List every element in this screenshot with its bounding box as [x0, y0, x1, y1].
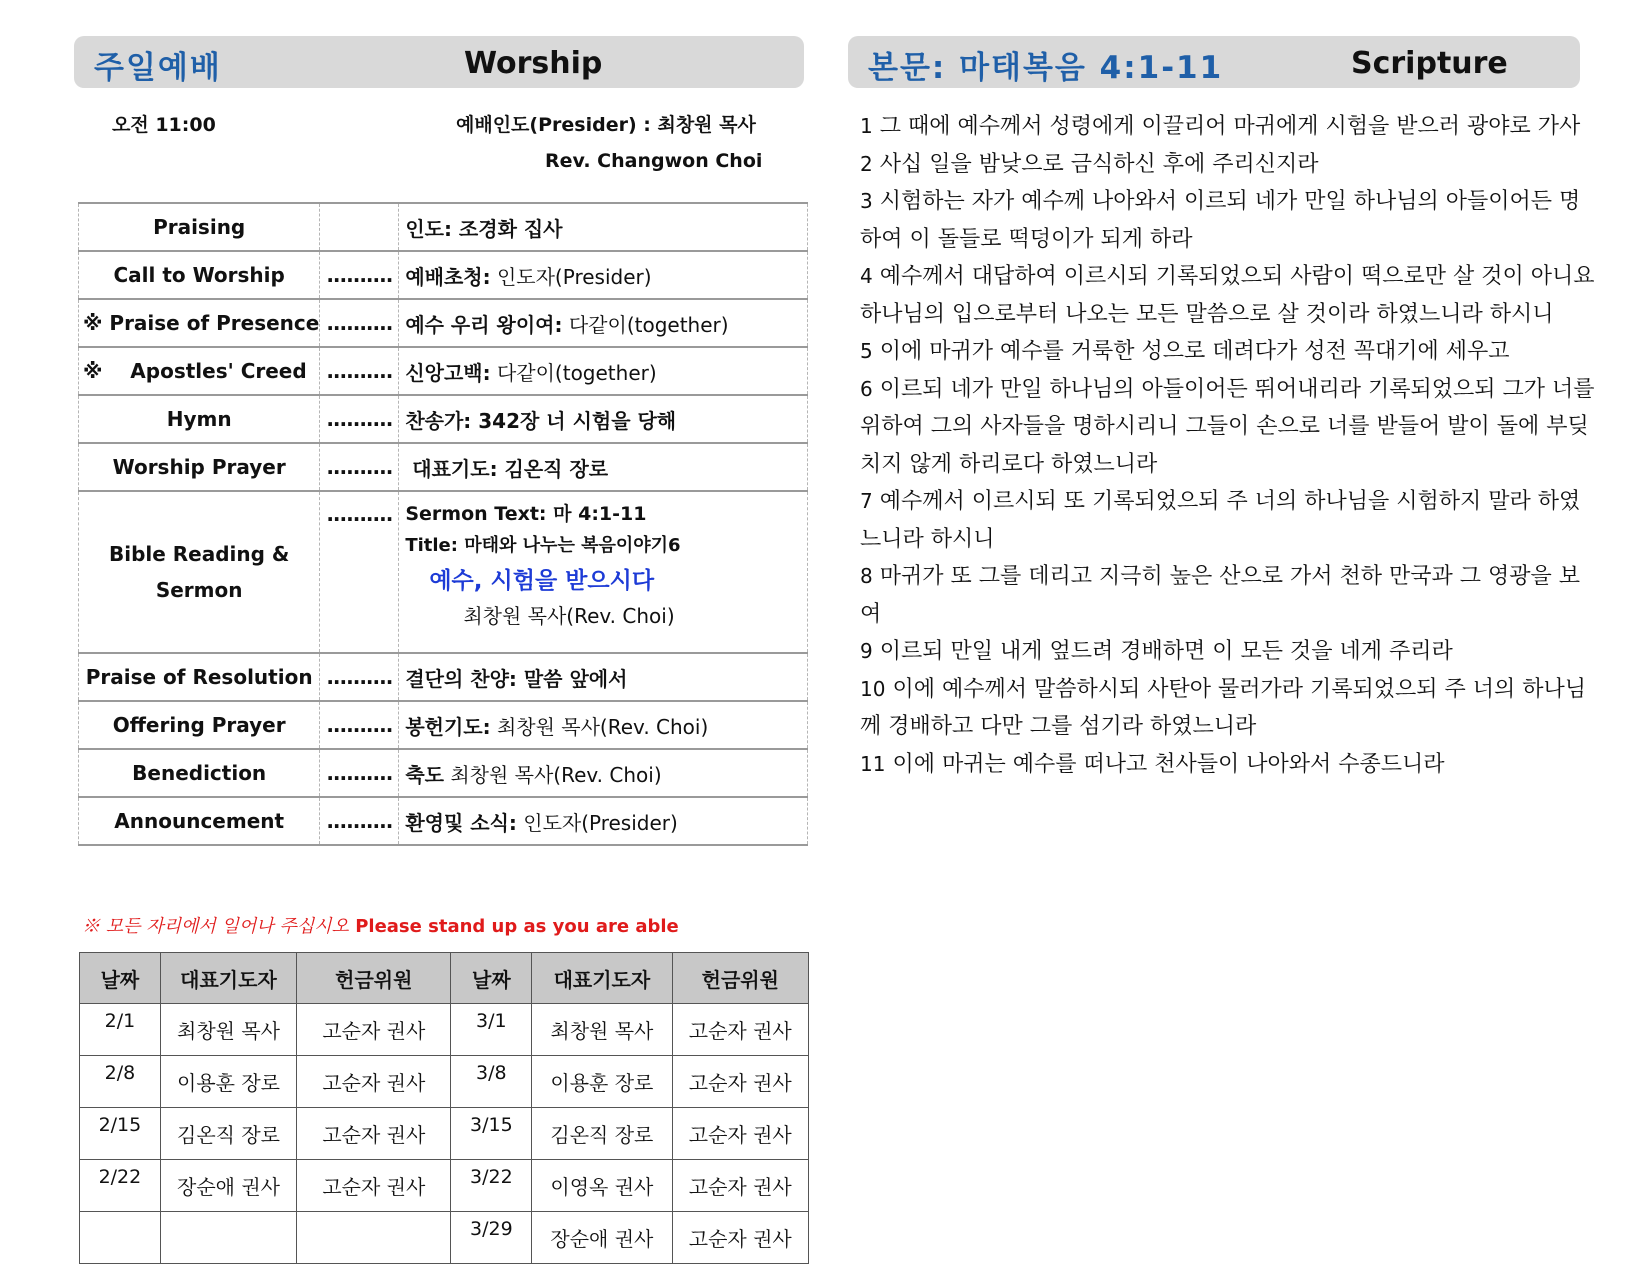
- order-item-value: 인도자(Presider): [490, 264, 652, 289]
- scripture-verse: [860, 483, 1600, 558]
- order-item-name: Hymn: [79, 395, 320, 443]
- worship-title-korean: 주일예배: [94, 50, 222, 86]
- duty-prayer-leader: 최창원 목사: [532, 1004, 672, 1056]
- order-item-value: 다같이(together): [490, 360, 657, 385]
- verse-text: 이에 예수께서 말씀하시되 사탄아 물러가라 기록되었으되 주 너의 하나님께 경배하고 다만 그를 섬기라 하였느니라: [860, 676, 1586, 739]
- verse-number: 11: [860, 751, 886, 776]
- table-row: [80, 1004, 809, 1056]
- duty-offering-steward: 고순자 권사: [672, 1004, 808, 1056]
- order-row-worship-prayer: [79, 443, 808, 491]
- order-row-praising: [79, 203, 808, 251]
- order-item-name: ※ Apostles' Creed: [79, 347, 320, 395]
- order-item-name: Benediction: [79, 749, 320, 797]
- scripture-title-english: Scripture: [1351, 46, 1508, 81]
- order-item-name: Offering Prayer: [79, 701, 320, 749]
- order-item-detail: [399, 203, 808, 251]
- order-item-name: [79, 491, 320, 653]
- verse-number: 9: [860, 639, 873, 663]
- order-item-label: 예수 우리 왕이여:: [405, 312, 563, 337]
- table-row: [80, 1108, 809, 1160]
- scripture-verse: [860, 108, 1600, 146]
- verse-text: 이에 마귀는 예수를 떠나고 천사들이 나아와서 수종드니라: [892, 751, 1445, 777]
- sermon-preacher: 최창원 목사(Rev. Choi): [463, 604, 675, 628]
- order-row-apostles-creed: [79, 347, 808, 395]
- table-row: [80, 1056, 809, 1108]
- scripture-verse: [860, 371, 1600, 484]
- duty-roster-table: [79, 952, 809, 1264]
- stand-notice-korean: ※ 모든 자리에서 일어나 주십시오: [82, 916, 349, 937]
- order-item-detail: [399, 395, 808, 443]
- duty-prayer-leader: 장순애 권사: [532, 1212, 672, 1264]
- duty-offering-steward: 고순자 권사: [672, 1212, 808, 1264]
- order-item-value: 최창원 목사(Rev. Choi): [443, 762, 662, 787]
- order-item-detail: [399, 443, 808, 491]
- verse-number: 2: [860, 151, 873, 176]
- verse-text: 이르되 네가 만일 하나님의 아들이어든 뛰어내리라 기록되었으되 그가 너를 위하여 그의 사자들을 명하시리니 그들이 손으로 너를 받들어 발이 돌에 부딪치지 않게 하리로다 하였느니라: [860, 376, 1595, 477]
- header-prayer-leader: 대표기도자: [160, 953, 296, 1004]
- duty-date: 3/22: [451, 1160, 532, 1212]
- verse-text: 예수께서 이르시되 또 기록되었으되 주 너의 하나님을 시험하지 말라 하였느니라 하시니: [860, 489, 1581, 552]
- verse-text: 마귀가 또 그를 데리고 지극히 높은 산으로 가서 천하 만국과 그 영광을 보여: [860, 564, 1580, 627]
- duty-date: [80, 1212, 161, 1264]
- order-item-value: 다같이(together): [562, 312, 729, 337]
- header-prayer-leader: 대표기도자: [532, 953, 672, 1004]
- verse-number: 6: [860, 376, 873, 401]
- duty-date: 3/8: [451, 1056, 532, 1108]
- duty-prayer-leader: 이영옥 권사: [532, 1160, 672, 1212]
- worship-title-english: Worship: [464, 46, 603, 81]
- sermon-title-prefix: Title:: [405, 535, 465, 556]
- order-item-detail: [399, 653, 808, 701]
- order-item-label: 축도: [405, 762, 444, 787]
- duty-prayer-leader: 김온직 장로: [532, 1108, 672, 1160]
- sermon-label-line2: Sermon: [155, 578, 243, 602]
- order-dots: ..........: [320, 701, 399, 749]
- duty-date: 2/22: [80, 1160, 161, 1212]
- order-item-name: Praising: [79, 203, 320, 251]
- order-item-detail: [399, 299, 808, 347]
- duty-prayer-leader: [160, 1212, 296, 1264]
- duty-offering-steward: 고순자 권사: [672, 1160, 808, 1212]
- verse-number: 1: [860, 114, 873, 138]
- duty-date: 2/1: [80, 1004, 161, 1056]
- header-date: 날짜: [80, 953, 161, 1004]
- order-dots: ..........: [320, 653, 399, 701]
- order-item-label: 신앙고백:: [405, 360, 491, 385]
- sermon-text: Sermon Text: 마 4:1-11: [405, 503, 647, 525]
- order-item-label: 인도: 조경화 집사: [405, 216, 563, 241]
- scripture-verse: [860, 333, 1600, 371]
- order-dots: ..........: [320, 251, 399, 299]
- worship-banner: [74, 36, 804, 88]
- duty-date: 2/8: [80, 1056, 161, 1108]
- duty-offering-steward: [297, 1212, 451, 1264]
- duty-offering-steward: 고순자 권사: [297, 1108, 451, 1160]
- verse-number: 4: [860, 264, 873, 288]
- order-item-detail: [399, 749, 808, 797]
- order-item-value: 최창원 목사(Rev. Choi): [490, 714, 709, 739]
- order-item-label: 대표기도: 김온직 장로: [405, 456, 609, 481]
- order-row-announcement: [79, 797, 808, 845]
- duty-offering-steward: 고순자 권사: [672, 1056, 808, 1108]
- duty-prayer-leader: 최창원 목사: [160, 1004, 296, 1056]
- duty-prayer-leader: 김온직 장로: [160, 1108, 296, 1160]
- order-item-value: 인도자(Presider): [516, 810, 678, 835]
- duty-offering-steward: 고순자 권사: [297, 1160, 451, 1212]
- verse-number: 8: [860, 564, 873, 588]
- sermon-detail: [399, 491, 808, 653]
- scripture-verse: [860, 633, 1600, 671]
- verse-number: 7: [860, 489, 873, 513]
- order-row-call-to-worship: [79, 251, 808, 299]
- order-item-detail: [399, 701, 808, 749]
- order-dots: ..........: [320, 443, 399, 491]
- order-row-praise-of-resolution: [79, 653, 808, 701]
- order-dots: ..........: [320, 797, 399, 845]
- order-item-name: ※ Praise of Presence: [79, 299, 320, 347]
- order-item-label: 봉헌기도:: [405, 714, 491, 739]
- order-row-benediction: [79, 749, 808, 797]
- duty-date: 3/1: [451, 1004, 532, 1056]
- order-item-name: Worship Prayer: [79, 443, 320, 491]
- duty-date: 3/15: [451, 1108, 532, 1160]
- order-item-name: Call to Worship: [79, 251, 320, 299]
- order-row-hymn: [79, 395, 808, 443]
- duty-header-row: [80, 953, 809, 1004]
- scripture-banner: [848, 36, 1580, 88]
- scripture-verse: [860, 258, 1600, 333]
- header-date: 날짜: [451, 953, 532, 1004]
- scripture-verse: [860, 746, 1600, 784]
- presider-korean: 예배인도(Presider) : 최창원 목사: [456, 114, 756, 136]
- scripture-verse: [860, 183, 1600, 258]
- stand-notice-english: Please stand up as you are able: [355, 916, 679, 937]
- order-item-detail: [399, 251, 808, 299]
- order-row-offering-prayer: [79, 701, 808, 749]
- verse-number: 5: [860, 339, 873, 363]
- presider-english: Rev. Changwon Choi: [545, 150, 763, 172]
- duty-offering-steward: 고순자 권사: [297, 1004, 451, 1056]
- verse-text: 시험하는 자가 예수께 나아와서 이르되 네가 만일 하나님의 아들이어든 명하여 이 돌들로 떡덩이가 되게 하라: [860, 189, 1581, 252]
- scripture-verse: [860, 558, 1600, 633]
- header-offering-steward: 헌금위원: [297, 953, 451, 1004]
- verse-text: 예수께서 대답하여 이르시되 기록되었으되 사람이 떡으로만 살 것이 아니요 하나님의 입으로부터 나오는 모든 말씀으로 살 것이라 하였느니라 하시니: [860, 264, 1595, 327]
- table-row: [80, 1160, 809, 1212]
- order-item-label: 찬송가: 342장 너 시험을 당해: [405, 408, 677, 433]
- scripture-text: [860, 108, 1600, 783]
- order-dots: ..........: [320, 299, 399, 347]
- order-of-service: [78, 202, 808, 846]
- order-item-label: 결단의 찬양: 말씀 앞에서: [405, 666, 628, 691]
- service-time: 오전 11:00: [112, 114, 216, 136]
- order-dots: ..........: [320, 491, 399, 653]
- duty-offering-steward: 고순자 권사: [672, 1108, 808, 1160]
- order-item-label: 예배초청:: [405, 264, 491, 289]
- stand-notice: [82, 912, 679, 938]
- verse-number: 3: [860, 189, 873, 213]
- order-row-praise-of-presence: [79, 299, 808, 347]
- verse-text: 사십 일을 밤낮으로 금식하신 후에 주리신지라: [879, 151, 1319, 177]
- sermon-label-line1: Bible Reading &: [108, 542, 290, 566]
- duty-offering-steward: 고순자 권사: [297, 1056, 451, 1108]
- verse-text: 이에 마귀가 예수를 거룩한 성으로 데려다가 성전 꼭대기에 세우고: [879, 339, 1510, 364]
- order-dots: ..........: [320, 395, 399, 443]
- duty-prayer-leader: 이용훈 장로: [532, 1056, 672, 1108]
- duty-prayer-leader: 이용훈 장로: [160, 1056, 296, 1108]
- order-item-label: 환영및 소식:: [405, 810, 517, 835]
- scripture-verse: [860, 671, 1600, 746]
- order-item-name: Announcement: [79, 797, 320, 845]
- order-row-sermon: [79, 491, 808, 653]
- order-dots: ..........: [320, 347, 399, 395]
- sermon-headline: 예수, 시험을 받으시다: [429, 568, 655, 594]
- duty-prayer-leader: 장순애 권사: [160, 1160, 296, 1212]
- order-item-detail: [399, 797, 808, 845]
- order-dots: ..........: [320, 749, 399, 797]
- sermon-title-text: 마태와 나누는 복음이야기6: [464, 535, 681, 556]
- duty-date: 3/29: [451, 1212, 532, 1264]
- verse-number: 10: [860, 676, 886, 701]
- order-item-name: Praise of Resolution: [79, 653, 320, 701]
- scripture-verse: [860, 146, 1600, 184]
- verse-text: 이르되 만일 내게 엎드려 경배하면 이 모든 것을 네게 주리라: [879, 639, 1453, 664]
- duty-date: 2/15: [80, 1108, 161, 1160]
- verse-text: 그 때에 예수께서 성령에게 이끌리어 마귀에게 시험을 받으러 광야로 가사: [879, 114, 1581, 139]
- table-row: [80, 1212, 809, 1264]
- order-item-detail: [399, 347, 808, 395]
- scripture-title-korean: 본문: 마태복음 4:1-11: [868, 50, 1224, 86]
- header-offering-steward: 헌금위원: [672, 953, 808, 1004]
- order-dots: [320, 203, 399, 251]
- sermon-title-line: [405, 530, 807, 562]
